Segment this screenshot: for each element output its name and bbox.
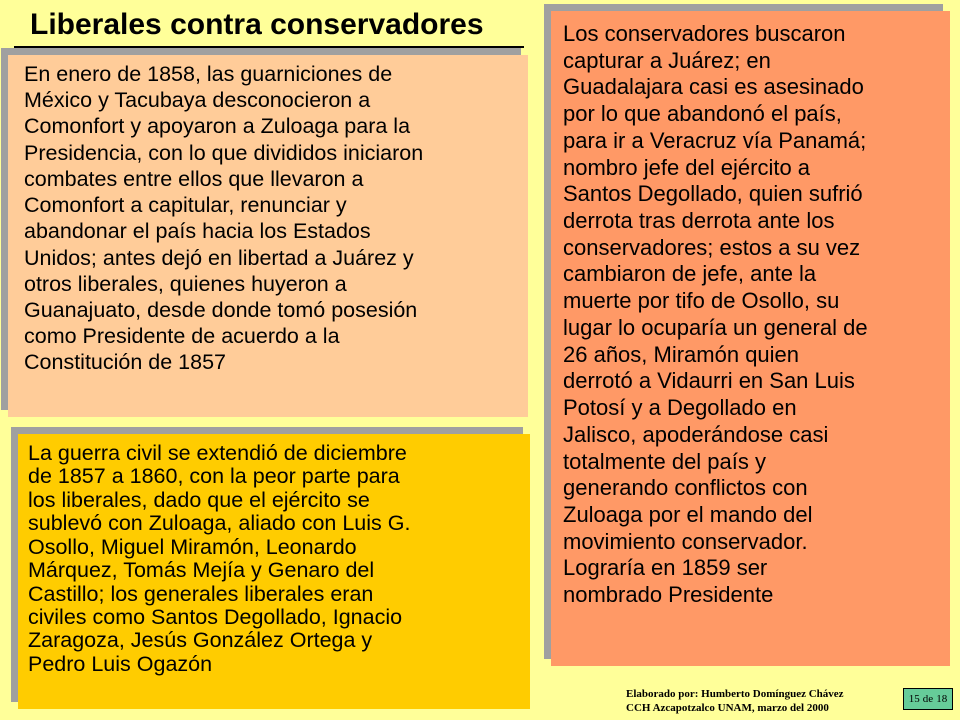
page-separator: de — [922, 693, 934, 705]
page-total: 18 — [936, 693, 948, 705]
page-current: 15 — [908, 693, 920, 705]
paragraph-conservadores: Los conservadores buscaron capturar a Juárez; en Guadalajara casi es asesinado por lo que abandonó el país, para ir a Veracruz vía Panamá; nombro jefe del ejército a Santos Degollado, quien sufrió derrota tras derrota ante los conservadores; estos a su vez cambiaron de jefe, ante la muerte por tifo de Osollo, su lugar lo ocuparía un general de 26 años, Miramón quien derrotó a Vidaurri en San Luis Potosí y a Degollado en Jalisco, apoderándose casi totalmente del país y generando conflictos con Zuloaga por el mando del movimiento conservador. Lograría en 1859 ser nombrado Presidente — [563, 21, 868, 608]
text-box-comonfort — [8, 55, 528, 417]
author-credit: Elaborado por: Humberto Domínguez Chávez CCH Azcapotzalco UNAM, marzo del 2000 — [626, 688, 844, 714]
title-underline — [14, 46, 524, 48]
slide-title: Liberales contra conservadores — [30, 8, 484, 41]
text-box-guerra-civil — [18, 434, 530, 709]
paragraph-guerra-civil: La guerra civil se extendió de diciembre de 1857 a 1860, con la peor parte para los liberales, dado que el ejército se sublevó con Zuloaga, aliado con Luis G. Osollo, Miguel Miramón, Leonardo Márquez, Tomás Mejía y Genaro del Castillo; los generales liberales eran civiles como Santos Degollado, Ignacio Zaragoza, Jesús González Ortega y Pedro Luis Ogazón — [28, 441, 411, 676]
text-box-conservadores — [551, 11, 950, 666]
paragraph-comonfort: En enero de 1858, las guarniciones de México y Tacubaya desconocieron a Comonfort y apoyaron a Zuloaga para la Presidencia, con lo que divididos iniciaron combates entre ellos que llevaron a Comonfort a capitular, renunciar y abandonar el país hacia los Estados Unidos; antes dejó en libertad a Juárez y otros liberales, quienes huyeron a Guanajuato, desde donde tomó posesión como Presidente de acuerdo a la Constitución de 1857 — [24, 62, 424, 375]
page-number-badge[interactable] — [903, 688, 953, 710]
